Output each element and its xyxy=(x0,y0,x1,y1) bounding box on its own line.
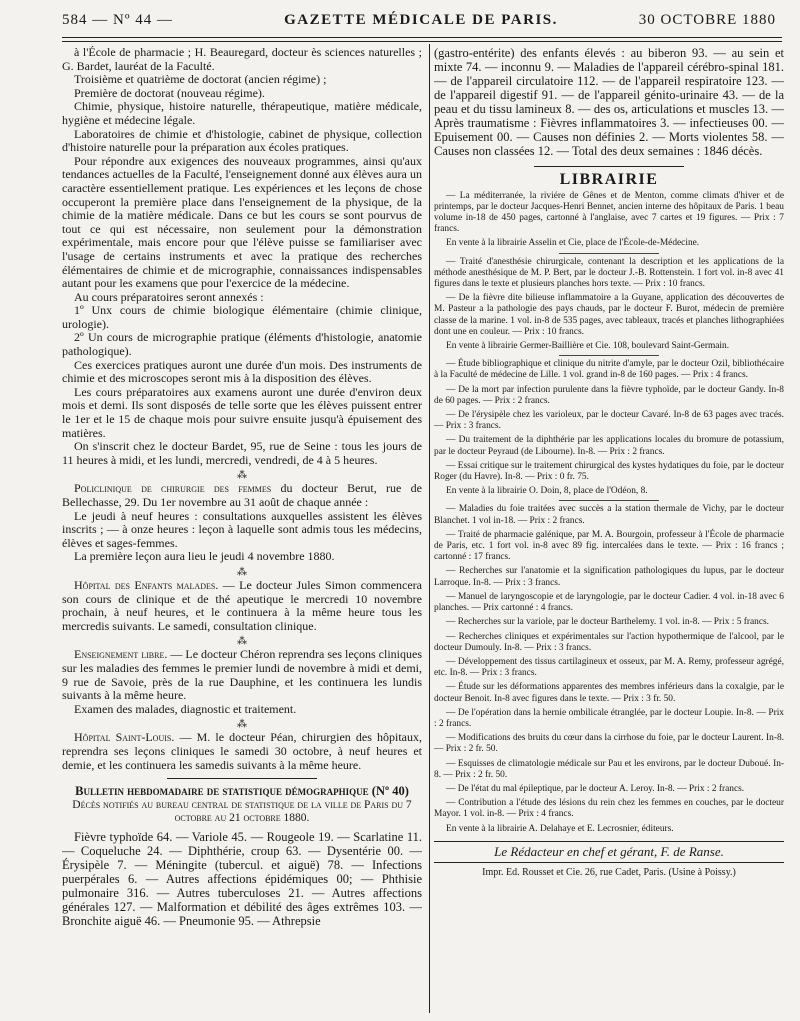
bookseller-notice: En vente à la librairie A. Delahaye et E. Lecrosnier, éditeurs. xyxy=(446,823,674,834)
policlinique-text: du docteur Berut, rue de Bellechasse, 29. Du 1er novembre au 31 août de chaque année : xyxy=(62,481,422,509)
bookseller-notice: En vente à la librairie O. Doin, 8, place de l'Odéon, 8. xyxy=(446,486,648,497)
bookseller-notice: En vente à la librairie Asselin et Cie, place de l'École-de-Médecine. xyxy=(446,238,700,249)
bulletin-text: Fièvre typhoïde 64. — Variole 45. — Rougeole 19. — Scarlatine 11. — Coqueluche 24. — Diphthérie, croup 63. — Dysentérie 00. — Érysipèle 7. — Méningite (tubercul. et aiguë) 78. — Infections puerpérales 6. — Autres affections épidémiques 00; — Phthisie pulmonaire 316. — Autres tuberculoses 21. — Autres affections générales 127. — Malformation et débilité des âges extrêmes 103. — Bronchite aiguë 46. — Pneumonie 95. — Athrepsie xyxy=(62,829,422,928)
library-item: — Étude bibliographique et clinique du nitrite d'amyle, par le docteur Ozil, bibliothécaire à la Faculté de médecine de Lille. 1 vol. grand in-8 de 160 pages. — Prix : 4 francs. xyxy=(434,359,784,381)
section-stars: ⁂ xyxy=(237,719,247,731)
school-announcement xyxy=(62,46,422,467)
bulletin-continuation: (gastro-entérite) des enfants élevés : au biberon 93. — au sein et mixte 74. — inconnu 9. — Maladies de l'appareil cérébro-spinal 181. — de l'appareil circulatoire 112. — de l'appareil respiratoire 123. — de l'appareil digestif 91. — de l'appareil génito-urinaire 43. — de la peau et du tissu lamineux 8. — des os, articulations et muscles 13. — Après traumatisme : Fièvres inflammatoires 3. — infectieuses 00. — Epuisement 00. — Causes non définies 2. — Morts violentes 58. — Causes non classées 12. — Total des deux semaines : 1846 décès. xyxy=(434,46,784,158)
announcement-paragraph: Ces exercices pratiques auront une durée d'un mois. Des instruments de chimie et des microscopes seront mis à la disposition des élèves. xyxy=(62,357,422,386)
announcement-paragraph: Au cours préparatoires seront annexés : xyxy=(74,289,264,304)
bookseller-notice: En vente à librairie Germer-Baillière et Cie. 108, boulevard Saint-Germain. xyxy=(446,341,730,352)
library-item: — Recherches sur l'anatomie et la signification pathologiques du lupus, par le docteur Larroque. In-8. — Prix : 3 francs. xyxy=(434,566,784,588)
page-number: 584 — Nº 44 — xyxy=(62,12,173,28)
library-item: — De la mort par infection purulente dans la fièvre typhoïde, par le docteur Gandy. In-8 de 60 pages. — Prix : 2 francs. xyxy=(434,384,784,406)
library-item: — Essai critique sur le traitement chirurgical des kystes hydatiques du foie, par le docteur Roger (du Havre). In-8. — Prix : 0 fr. 75. xyxy=(434,460,784,483)
hopital-enfants-text: — Le docteur Jules Simon commencera son cours de clinique et de thé apeutique le mercredi 10 novembre prochain, à neuf heures, et le continuera à la même heure tous les mercredis suivants. Le samedi, consultation clinique. xyxy=(62,577,422,633)
enseignement-text: — Le docteur Chéron reprendra ses leçons cliniques sur les maladies des femmes le premier lundi de novembre à midi et demi, 9 rue de Savoie, près de la rue Dauphine, et les continuera les lundis suivants à la même heure. xyxy=(62,647,422,703)
library-item: — De l'opération dans la hernie ombilicale étranglée, par le docteur Loupie. In-8. — Prix : 2 francs. xyxy=(434,707,784,729)
announcement-paragraph: Première de doctorat (nouveau régime). xyxy=(74,85,265,100)
library-item: — Développement des tissus cartilagineux et osseux, par M. A. Remy, professeur agrégé, etc. In-8. — Prix : 3 francs. xyxy=(434,656,784,679)
announcement-paragraph: 1º Unx cours de chimie biologique élémentaire (chimie clinique, urologie). xyxy=(62,303,422,331)
right-column xyxy=(434,46,784,880)
column-divider xyxy=(429,44,430,1013)
hopital-enfants-lead: Hôpital des Enfants malades. xyxy=(74,577,219,592)
library-separator xyxy=(559,253,659,254)
header-rule xyxy=(62,37,782,42)
announcement-paragraph: Les cours préparatoires aux examens auront une durée d'environ deux mois et demi. Ils sont disposés de telle sorte que les élèves puissent entrer le 1er et le 15 de chaque mois pour suivre ensuite jusqu'à épuisement des matières. xyxy=(62,384,422,440)
library-item: — Modifications des bruits du cœur dans la cirrhose du foie, par le docteur Laurent. In-8. — Prix : 2 fr. 50. xyxy=(434,733,784,755)
library-item: — Traité d'anesthésie chirurgicale, contenant la description et les applications de la méthode anesthésique de M. P. Bert, par le docteur J.-B. Rottenstein. 1 fort vol. in-8 avec 41 figures dans le texte et plusieurs planches hors texte. — Prix : 10 francs. xyxy=(434,256,784,290)
library-item: — De l'érysipèle chez les varioleux, par le docteur Cavaré. In-8 de 63 pages avec tracés. — Prix : 3 francs. xyxy=(434,410,784,432)
library-item: — Esquisses de climatologie médicale sur Pau et les environs, par le docteur Duboué. In-8. — Prix : 2 fr. 50. xyxy=(434,758,784,780)
library-item: — Contribution a l'étude des lésions du rein chez les femmes en couches, par le docteur Mayor. 1 vol. in-8. — Prix : 4 francs. xyxy=(434,798,784,820)
policlinique-lead: Policlinique de chirurgie des femmes xyxy=(74,481,272,496)
library-item: — De l'état du mal épileptique, par le docteur A. Leroy. In-8. — Prix : 2 francs. xyxy=(446,783,745,794)
library-item: — Traité de pharmacie galénique, par M. A. Bourgoin, professeur à l'École de pharmacie de Paris, etc. 1 fort vol. in-8 avec 89 fig. intercalées dans le texte. — Prix : 16 francs ; cartonné : 17 francs. xyxy=(434,529,784,563)
saint-louis-text: — M. le docteur Péan, chirurgien des hôpitaux, reprendra ses leçons cliniques le samedi 30 octobre, à neuf heures et demie, et les continuera les samedis suivants à la même heure. xyxy=(62,730,422,772)
editor-signature: Le Rédacteur en chef et gérant, F. de Ranse. xyxy=(434,841,784,859)
saint-louis-lead: Hôpital Saint-Louis. xyxy=(74,730,175,745)
issue-date: 30 OCTOBRE 1880 xyxy=(638,12,776,28)
hopital-enfants-paragraph xyxy=(62,579,422,633)
library-item: — Recherches cliniques et expérimentales sur l'action hypothermique de l'alcool, par le docteur Dumouly. In-8. — Prix : 3 francs. xyxy=(434,631,784,653)
enseignement-paragraph xyxy=(62,648,422,702)
left-column xyxy=(62,46,422,928)
bulletin-subtitle: Décès notifiés au bureau central de statistique de la ville de Paris du 7 octobre au 21 octobre 1880. xyxy=(72,798,412,825)
library-separator xyxy=(559,500,659,501)
announcement-paragraph: 2º Un cours de micrographie pratique (éléments d'histologie, anatomie pathologique). xyxy=(62,330,422,359)
bulletin-title: Bulletin hebdomadaire de statistique démographique (Nº 40) xyxy=(75,784,409,799)
section-stars: ⁂ xyxy=(237,566,247,578)
announcement-paragraph: à l'École de pharmacie ; H. Beauregard, docteur ès sciences naturelles ; G. Bardet, lauréat de la Faculté. xyxy=(62,46,422,73)
library-item: — Du traitement de la diphthérie par les applications locales du bromure de potassium, par le docteur Peyraud (de Libourne). In-8. — Prix : 2 francs. xyxy=(434,435,784,457)
announcement-paragraph: Troisième et quatrième de doctorat (ancien régime) ; xyxy=(74,72,327,87)
policlinique-paragraph xyxy=(62,482,422,509)
library-title: LIBRAIRIE xyxy=(559,171,659,188)
library-item: — Manuel de laryngoscopie et de laryngologie, par le docteur Cadier. 4 vol. in-18 avec 6 planches. — Prix cartonné : 4 francs. xyxy=(434,591,784,614)
library-separator xyxy=(559,355,659,356)
enseignement-lead: Enseignement libre. xyxy=(74,647,168,662)
library-item: — De la fièvre dite bilieuse inflammatoire a la Guyane, application des découvertes de M. Pasteur a la pathologie des pays chauds, par le docteur F. Burot, médecin de première classe de la marine. 1 vol. in-8 de 535 pages, avec tableaux, tracés et planches lithographiées dont une en couleur. — Prix : 10 francs. xyxy=(434,293,784,337)
policlinique-schedule: Le jeudi à neuf heures : consultations auxquelles assistent les élèves inscrits ; — à onze heures : leçon à laquelle sont admis tous les médecins, élèves et sages-femmes. xyxy=(62,508,422,550)
announcement-paragraph: On s'inscrit chez le docteur Bardet, 95, rue de Seine : tous les jours de 11 heures à midi, et les lundi, mercredi, vendredi, de 4 à 5 heures. xyxy=(62,439,422,467)
section-separator xyxy=(534,166,684,167)
policlinique-first-lesson: La première leçon aura lieu le jeudi 4 novembre 1880. xyxy=(74,549,335,564)
library-item: — Recherches sur la variole, par le docteur Barthelemy. 1 vol. in-8. — Prix : 5 francs. xyxy=(446,617,769,628)
library-list xyxy=(434,191,784,835)
library-item: — Maladies du foie traitées avec succès a la station thermale de Vichy, par le docteur Blanchet. 1 vol in-18. — Prix : 2 francs. xyxy=(434,504,784,526)
section-stars: ⁂ xyxy=(237,470,247,482)
library-item: — La méditerranée, la riviére de Gênes et de Menton, comme climats d'hiver et de printemps, par le docteur Jacques-Henri Bennet, ancien interne des hôpitaux de Paris. 1 beau volume in-18 de 450 pages, cartonné à l'anglaise, avec 7 cartes et 19 figures. — Prix : 7 francs. xyxy=(434,190,784,235)
running-header xyxy=(62,12,780,34)
journal-title: GAZETTE MÉDICALE DE PARIS. xyxy=(284,12,558,28)
section-separator xyxy=(167,778,317,779)
announcement-paragraph: Chimie, physique, histoire naturelle, thérapeutique, matière médicale, hygiène et médecine légale. xyxy=(62,99,422,127)
saint-louis-paragraph xyxy=(62,731,422,772)
enseignement-exam: Examen des malades, diagnostic et traitement. xyxy=(74,701,297,716)
printer-imprint: Impr. Ed. Rousset et Cie. 26, rue Cadet, Paris. (Usine à Poissy.) xyxy=(434,862,784,880)
library-item: — Étude sur les déformations apparentes des membres inférieurs dans la coxalgie, par le docteur Benoit. In-8 avec figures dans le texte. — Prix : 3 fr. 50. xyxy=(434,682,784,704)
section-stars: ⁂ xyxy=(237,636,247,648)
announcement-paragraph: Pour répondre aux exigences des nouveaux programmes, ainsi qu'aux tendances actuelles de la Faculté, l'enseignement donné aux élèves aura un caractère essentiellement pratique. Les expériences et les leçons de chose occuperont la première place dans l'enseignement de la physique, de la chimie de la matière médicale. Dans ce but les cours se sont pourvus de tout ce qui est nécessaire, non seulement pour la démonstration expérimentale, mais encore pour que l'élève puisse se familiariser avec l'usage de certains instruments et avec la pratique des recherches élémentaires de chimie et de micrographie, connaissances indispensables autant pour les examens que pour l'exercice de la médecine. xyxy=(62,153,422,291)
announcement-paragraph: Laboratoires de chimie et d'histologie, cabinet de physique, collection d'histoire naturelle pour la préparation aux écoles pratiques. xyxy=(62,126,422,155)
